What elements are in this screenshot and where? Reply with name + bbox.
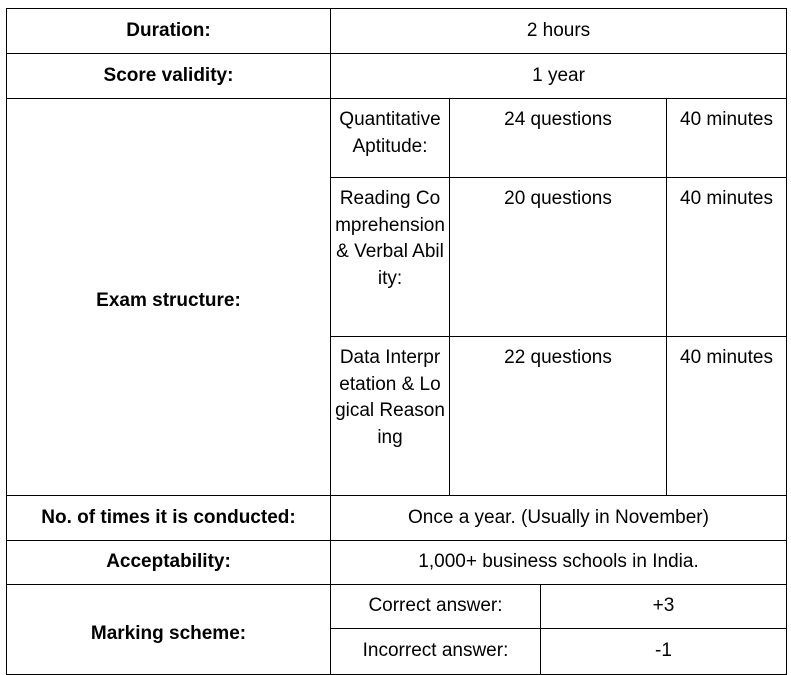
- section-time-dilr: 40 minutes: [667, 337, 787, 496]
- exam-info-table: [6, 8, 787, 675]
- duration-value: 2 hours: [331, 9, 787, 54]
- duration-label: Duration:: [7, 9, 331, 54]
- section-questions-verbal: 20 questions: [450, 178, 667, 337]
- section-questions-quant: 24 questions: [450, 99, 667, 178]
- times-conducted-value: Once a year. (Usually in November): [331, 496, 787, 541]
- correct-answer-value: +3: [541, 585, 787, 629]
- times-conducted-label: No. of times it is conducted:: [7, 496, 331, 541]
- score-validity-value: 1 year: [331, 54, 787, 99]
- section-time-verbal: 40 minutes: [667, 178, 787, 337]
- section-name-dilr: Data Interpretation & Logical Reasoning: [331, 337, 450, 496]
- score-validity-row: [7, 54, 787, 99]
- section-questions-dilr: 22 questions: [450, 337, 667, 496]
- acceptability-value: 1,000+ business schools in India.: [331, 541, 787, 585]
- incorrect-answer-label: Incorrect answer:: [331, 629, 541, 675]
- exam-structure-label: Exam structure:: [7, 99, 331, 496]
- exam-structure-row-quant: [7, 99, 787, 178]
- acceptability-label: Acceptability:: [7, 541, 331, 585]
- section-name-verbal: Reading Comprehension & Verbal Ability:: [331, 178, 450, 337]
- acceptability-row: [7, 541, 787, 585]
- marking-scheme-label: Marking scheme:: [7, 585, 331, 675]
- marking-scheme-row-correct: [7, 585, 787, 629]
- duration-row: [7, 9, 787, 54]
- incorrect-answer-value: -1: [541, 629, 787, 675]
- score-validity-label: Score validity:: [7, 54, 331, 99]
- section-time-quant: 40 minutes: [667, 99, 787, 178]
- correct-answer-label: Correct answer:: [331, 585, 541, 629]
- times-conducted-row: [7, 496, 787, 541]
- section-name-quant: Quantitative Aptitude:: [331, 99, 450, 178]
